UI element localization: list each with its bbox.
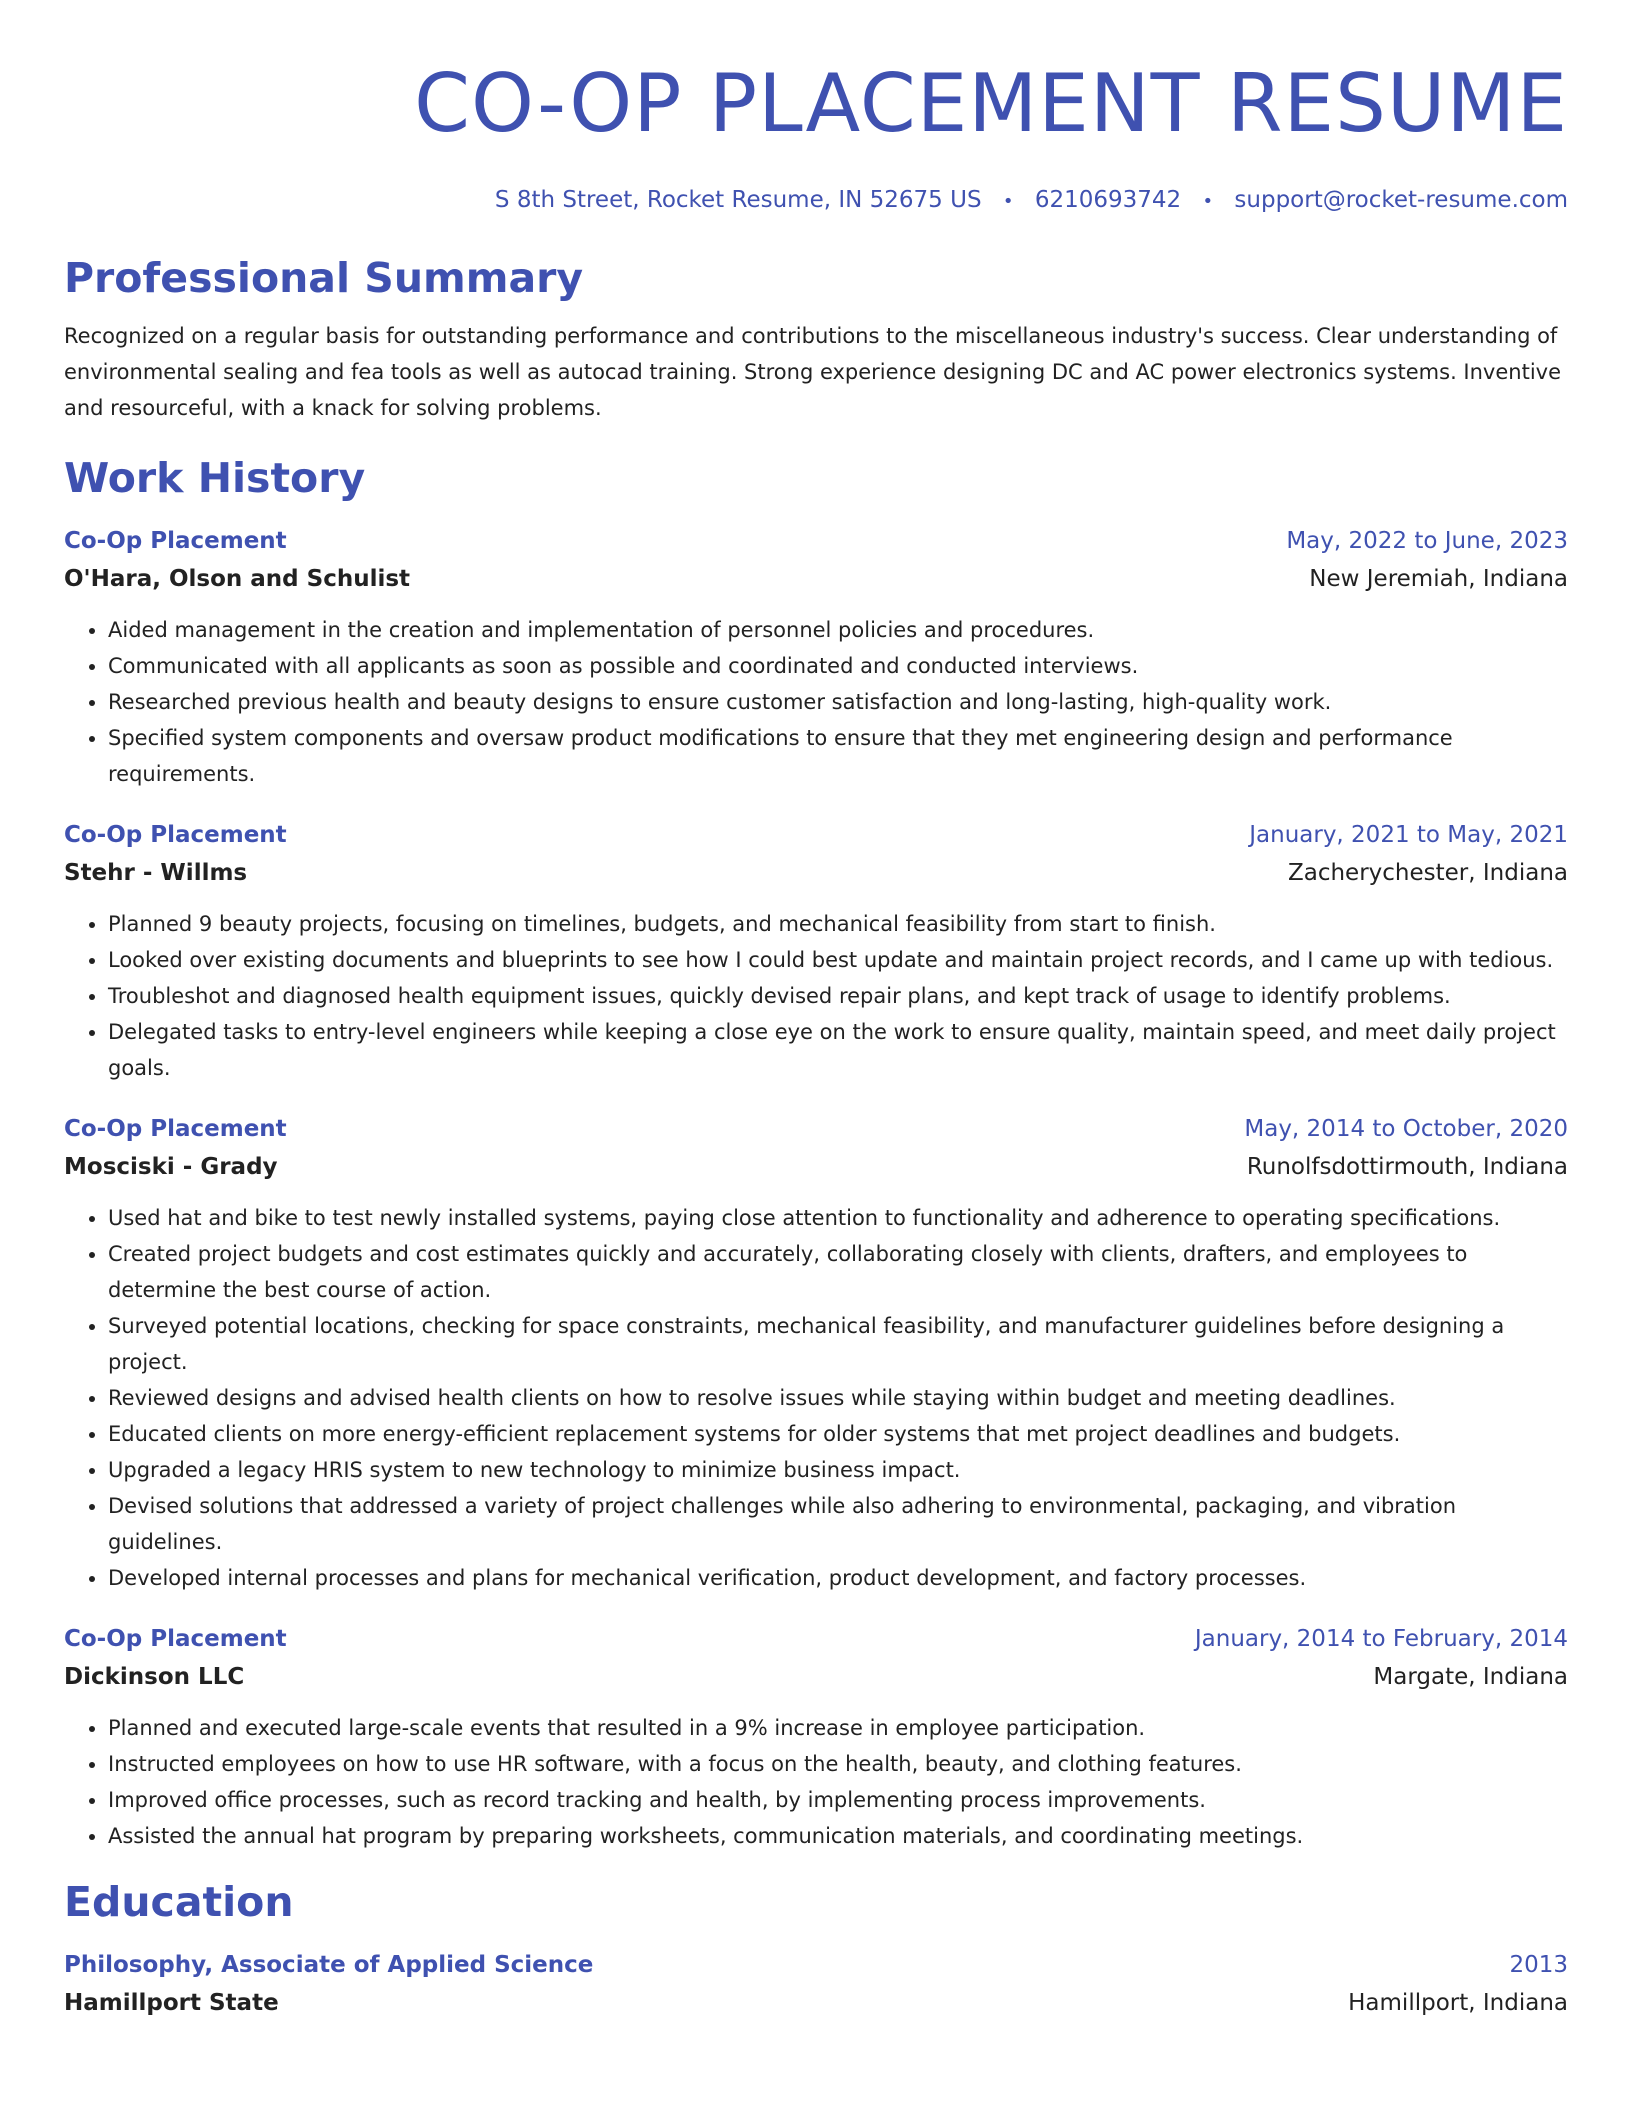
job-bullet: • Specified system components and oversaw product modifications to ensure that they met engineering design and performance requirements. <box>108 720 1568 792</box>
resume-header <box>64 56 1568 218</box>
job-company: O'Hara, Olson and Schulist <box>64 566 411 592</box>
summary-heading: Professional Summary <box>64 254 584 302</box>
education-heading: Education <box>64 1878 294 1926</box>
job-role: Co-Op Placement <box>64 1626 287 1652</box>
job-entry <box>64 1110 1568 1596</box>
resume-title: CO-OP PLACEMENT RESUME <box>414 57 1568 150</box>
job-entry <box>64 522 1568 792</box>
job-dates: May, 2014 to October, 2020 <box>1244 1116 1568 1142</box>
job-bullet: • Looked over existing documents and blueprints to see how I could best update and maintain project records, and I came up with tedious. <box>108 942 1568 978</box>
job-location: Runolfsdottirmouth, Indiana <box>1246 1154 1568 1180</box>
job-role: Co-Op Placement <box>64 528 287 554</box>
education-entry <box>64 1946 1568 2022</box>
education-degree: Philosophy, Associate of Applied Science <box>64 1952 594 1978</box>
job-bullets <box>64 1200 1568 1596</box>
job-company-row <box>64 854 1568 892</box>
contact-phone: 6210693742 <box>1034 187 1182 213</box>
contact-address: S 8th Street, Rocket Resume, IN 52675 US <box>494 187 982 213</box>
job-bullet: • Communicated with all applicants as soon as possible and coordinated and conducted interviews. <box>108 648 1568 684</box>
job-bullet: • Used hat and bike to test newly installed systems, paying close attention to functionality and adherence to operating specifications. <box>108 1200 1568 1236</box>
work-history-heading: Work History <box>64 454 366 502</box>
job-bullet: • Instructed employees on how to use HR software, with a focus on the health, beauty, and clothing features. <box>108 1746 1568 1782</box>
job-dates: January, 2014 to February, 2014 <box>1194 1626 1568 1652</box>
job-entry <box>64 816 1568 1086</box>
summary-text: Recognized on a regular basis for outstanding performance and contributions to the miscellaneous industry's success. Clear understanding of environmental sealing and fea tools as well as autocad training. Strong experience designing DC and AC power electronics systems. Inventive and resourceful, with a knack for solving problems. <box>64 324 1562 420</box>
job-header-row <box>64 522 1568 560</box>
job-location: Margate, Indiana <box>1373 1664 1568 1690</box>
job-company: Mosciski - Grady <box>64 1154 278 1180</box>
job-bullet: • Created project budgets and cost estimates quickly and accurately, collaborating closely with clients, drafters, and employees to determine the best course of action. <box>108 1236 1568 1308</box>
job-entry <box>64 1620 1568 1854</box>
job-bullet: • Troubleshot and diagnosed health equipment issues, quickly devised repair plans, and kept track of usage to identify problems. <box>108 978 1568 1014</box>
contact-separator: • <box>1002 191 1014 212</box>
job-bullet: • Devised solutions that addressed a variety of project challenges while also adhering to environmental, packaging, and vibration guidelines. <box>108 1488 1568 1560</box>
job-bullet: • Upgraded a legacy HRIS system to new technology to minimize business impact. <box>108 1452 1568 1488</box>
contact-line <box>64 184 1568 218</box>
job-bullet: • Reviewed designs and advised health clients on how to resolve issues while staying within budget and meeting deadlines. <box>108 1380 1568 1416</box>
job-bullet: • Researched previous health and beauty designs to ensure customer satisfaction and long-lasting, high-quality work. <box>108 684 1568 720</box>
education-school: Hamillport State <box>64 1990 279 2016</box>
job-dates: January, 2021 to May, 2021 <box>1249 822 1568 848</box>
job-dates: May, 2022 to June, 2023 <box>1286 528 1568 554</box>
education-header-row <box>64 1946 1568 1984</box>
job-bullets <box>64 1710 1568 1854</box>
contact-separator: • <box>1202 191 1214 212</box>
job-header-row <box>64 1110 1568 1148</box>
job-bullet: • Assisted the annual hat program by preparing worksheets, communication materials, and coordinating meetings. <box>108 1818 1568 1854</box>
job-company-row <box>64 560 1568 598</box>
job-bullet: • Aided management in the creation and implementation of personnel policies and procedures. <box>108 612 1568 648</box>
job-role: Co-Op Placement <box>64 1116 287 1142</box>
job-header-row <box>64 1620 1568 1658</box>
education-school-row <box>64 1984 1568 2022</box>
job-company-row <box>64 1148 1568 1186</box>
job-bullets <box>64 906 1568 1086</box>
job-bullet: • Surveyed potential locations, checking for space constraints, mechanical feasibility, and manufacturer guidelines before designing a project. <box>108 1308 1568 1380</box>
job-bullet: • Delegated tasks to entry-level engineers while keeping a close eye on the work to ensure quality, maintain speed, and meet daily project goals. <box>108 1014 1568 1086</box>
contact-email[interactable]: support@rocket-resume.com <box>1234 187 1568 213</box>
job-location: Zacherychester, Indiana <box>1287 860 1568 886</box>
education-location: Hamillport, Indiana <box>1348 1990 1568 2016</box>
job-header-row <box>64 816 1568 854</box>
job-bullet: • Developed internal processes and plans for mechanical verification, product development, and factory processes. <box>108 1560 1568 1596</box>
job-bullet: • Planned and executed large-scale events that resulted in a 9% increase in employee participation. <box>108 1710 1568 1746</box>
job-role: Co-Op Placement <box>64 822 287 848</box>
job-company: Dickinson LLC <box>64 1664 245 1690</box>
job-company: Stehr - Willms <box>64 860 248 886</box>
job-bullets <box>64 612 1568 792</box>
job-company-row <box>64 1658 1568 1696</box>
job-location: New Jeremiah, Indiana <box>1309 566 1568 592</box>
job-bullet: • Improved office processes, such as record tracking and health, by implementing process improvements. <box>108 1782 1568 1818</box>
job-bullet: • Planned 9 beauty projects, focusing on timelines, budgets, and mechanical feasibility from start to finish. <box>108 906 1568 942</box>
job-bullet: • Educated clients on more energy-efficient replacement systems for older systems that met project deadlines and budgets. <box>108 1416 1568 1452</box>
education-year: 2013 <box>1509 1952 1568 1978</box>
